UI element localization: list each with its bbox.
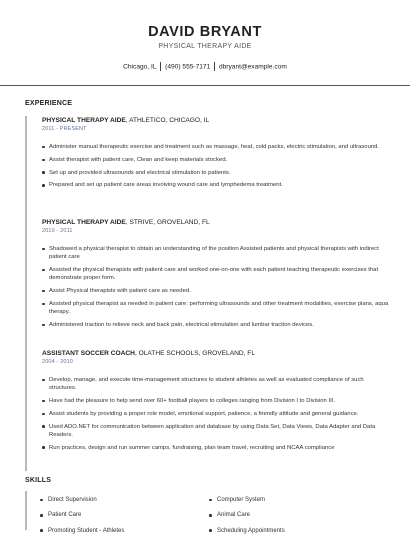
- job-entry: [42, 116, 392, 194]
- candidate-title: PHYSICAL THERAPY AIDE: [158, 43, 252, 50]
- job-title-line: [42, 218, 392, 227]
- skill-item: Computer System: [209, 496, 369, 504]
- contact-separator: [160, 62, 161, 71]
- job-bullet: Have had the pleasure to help send over 60+ football players to colleges ranging from Division I to Division III.: [42, 397, 392, 405]
- contact-line: [0, 62, 410, 71]
- job-title: PHYSICAL THERAPY AIDE: [42, 219, 126, 226]
- header-divider: [0, 85, 410, 86]
- job-bullet: Assisted physical therapist as needed in patient care: performing ultrasounds and other treatment modalities, exercise plans, aqua therapy.: [42, 300, 392, 316]
- job-bullets: [42, 376, 392, 452]
- job-entry: [42, 218, 392, 334]
- skill-item: Direct Supervision: [40, 496, 200, 504]
- skill-item: Animal Care: [209, 511, 369, 519]
- contact-email[interactable]: dbryant@example.com: [218, 63, 287, 71]
- job-title: PHYSICAL THERAPY AIDE: [42, 117, 126, 124]
- candidate-name: DAVID BRYANT: [148, 24, 262, 40]
- job-bullet: Assist students by providing a proper role model, emotional support, patience, a friendly attitude and general guidance.: [42, 410, 392, 418]
- job-bullet: Administer manual therapeutic exercise and treatment such as massage, heat, cold packs, electric stimulation, and ultrasound.: [42, 143, 392, 151]
- job-employer: , OLATHE SCHOOLS, GROVELAND, FL: [134, 350, 255, 357]
- job-employer: , STRIVE, GROVELAND, FL: [125, 219, 210, 226]
- job-bullet: Used ADO.NET for communication between application and database by using Data Set, Data Views, Data Adapter and Data Readers.: [42, 423, 392, 439]
- job-title-line: [42, 116, 392, 125]
- skills-heading: SKILLS: [25, 477, 52, 484]
- skills-accent-bar: [25, 491, 27, 530]
- contact-city: Chicago, IL: [123, 63, 157, 71]
- job-employer: , ATHLETICO, CHICAGO, IL: [125, 117, 210, 124]
- job-bullet: Assist Physical therapists with patient care as needed.: [42, 287, 392, 295]
- skill-item: Scheduling Appointments: [209, 527, 369, 535]
- job-bullets: [42, 245, 392, 329]
- experience-heading: EXPERIENCE: [25, 100, 73, 107]
- job-bullet: Administered traction to relieve neck and back pain, electrical stimulation and lumbar traction devices.: [42, 321, 392, 329]
- job-entry: [42, 349, 392, 456]
- job-title: ASSISTANT SOCCER COACH: [42, 350, 135, 357]
- job-bullet: Assist therapist with patient care, Clean and keep materials stocked.: [42, 156, 392, 164]
- job-bullet: Run practices, design and run summer camps, fundraising, plan team travel, recruiting and NCAA compliance: [42, 444, 392, 452]
- job-bullet: Shadowed a physical therapist to obtain an understanding of the position Assisted patients and physical therapists with indirect patient care: [42, 245, 392, 261]
- skill-item: Promoting Student - Athletes: [40, 527, 200, 535]
- contact-phone: (490) 555-7171: [165, 63, 211, 71]
- job-dates: 2004 - 2010: [42, 359, 73, 365]
- skill-item: Patient Care: [40, 511, 200, 519]
- skills-list-left: [40, 496, 200, 542]
- job-bullet: Assisted the physical therapists with patient care and worked one-on-one with each patient teaching therapeutic exercises that demonstrate proper form.: [42, 266, 392, 282]
- job-dates: 2011 - PRESENT: [42, 126, 87, 132]
- job-dates: 2010 - 2011: [42, 228, 73, 234]
- contact-separator: [214, 62, 215, 71]
- job-bullet: Develop, manage, and execute time-management structures to student athletes as well as evaluated compliance of such structures.: [42, 376, 392, 392]
- job-bullet: Prepared and set up patient care areas involving wound care and lymphedema treatment.: [42, 181, 392, 189]
- job-title-line: [42, 349, 392, 358]
- skills-list-right: [209, 496, 369, 542]
- job-bullet: Set up and provided ultrasounds and electrical stimulation to patients.: [42, 169, 392, 177]
- job-bullets: [42, 143, 392, 190]
- experience-accent-bar: [25, 116, 27, 471]
